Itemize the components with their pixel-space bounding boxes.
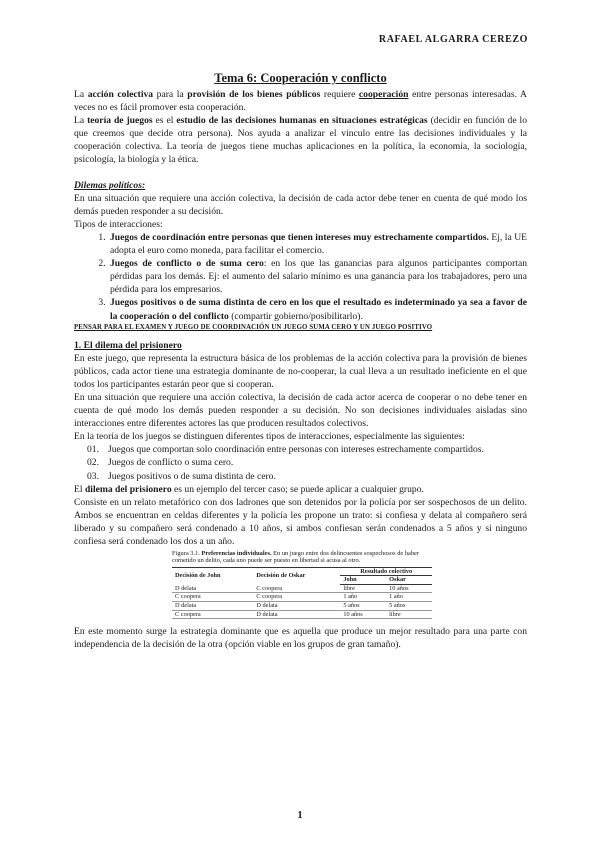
page-number: 1 [297,810,303,821]
term-bienes-publicos: provisión de los bienes públicos [187,89,321,100]
list-item: 2. Juegos de conflicto o de suma cero: en los que las ganancias para algunos participantes comportan pérdidas para los demás. Ej: el aumento del salario mínimo es una ganancia para los trabajadores, pero una pérdida para los empresarios. [108,257,527,296]
section-1-paragraph-4: El dilema del prisionero es un ejemplo del tercer caso; se puede aplicar a cualquier grupo. [74,483,424,495]
list-item: 01. Juegos que comportan solo coordinación entre personas con intereses estrechamente compartidos. [87,444,484,456]
table-header-john: John [340,576,386,585]
page-title: Tema 6: Cooperación y conflicto [214,71,387,85]
section-1-paragraph-1: En este juego, que representa la estructura básica de los problemas de la acción colectiva para la provisión de bienes públicos, cada actor tiene una estrategia dominante de no-cooperar, la cual lleva a un resultado ineficiente en el que todos los participantes estarán peor que si cooperan. [74,352,527,390]
table-header-oskar-decision: Decisión de Oskar [256,572,306,580]
game-types-list [74,443,527,482]
section-1-paragraph-6: En este momento surge la estrategia dominante que es aquella que produce un mejor resultado para una parte con independencia de la decisión de la otra (opción viable en los grupos de gran tamaño). [74,626,527,651]
table-row: C coopera D delata 10 años libre [172,610,432,619]
document-body [74,71,527,651]
term-accion-colectiva: acción colectiva [87,89,154,100]
section-1-paragraph-3: En la teoría de los juegos se distinguen diferentes tipos de interacciones, especialmente las siguientes: [74,431,465,443]
list-item: 3. Juegos positivos o de suma distinta de cero en los que el resultado es indeterminado ya sea a favor de la cooperación o del conflicto (compartir gobierno/posibilitarlo). [108,296,527,322]
figure-preferences-table [172,550,432,619]
dilemas-paragraph: En una situación que requiere una acción colectiva, la decisión de cada actor debe tener en cuenta de qué modo los demás pueden responder a su decisión. [74,192,527,217]
intro-paragraph-1: La acción colectiva para la provisión de los bienes públicos requiere cooperación entre personas interesadas. A veces no es fácil promover esta cooperación. [74,89,527,114]
term-cooperacion: cooperación [358,89,409,100]
page-header-author: RAFAEL ALGARRA CEREZO [378,34,528,45]
table-header-john-decision: Decisión de John [175,572,221,580]
payoff-table [172,567,432,620]
term-teoria-juegos: teoría de juegos [87,115,153,127]
section-1-heading: 1. El dilema del prisionero [74,339,182,351]
exam-note: PENSAR PARA EL EXAMEN Y JUEGO DE COORDINACIÓN UN JUEGO SUMA CERO Y UN JUEGO POSITIVO [74,323,433,331]
table-row: D delata D delata 5 años 5 años [172,602,432,611]
table-header-oskar: Oskar [386,576,432,585]
types-label: Tipos de interacciones: [74,218,163,230]
list-item: 03. Juegos positivos o de suma distinta de cero. [87,470,276,482]
table-row: D delata C coopera libre 10 años [172,584,432,593]
interaction-types-list [74,231,527,323]
intro-paragraph-2: La teoría de juegos es el estudio de las decisiones humanas en situaciones estratégicas (decidir en función de lo que creemos que decide otra persona). Nos ayuda a analizar el vínculo entre las decisiones individuales y la cooperación colectiva. La teoría de juegos tiene muchas aplicaciones en la política, la economía, la sociología, psicología, la biología y la ética. [74,115,528,166]
dilemas-heading: Dilemas políticos: [74,179,146,191]
term-dilema-prisionero: dilema del prisionero [84,483,172,495]
table-header-group: Resultado colectivo [340,567,432,576]
list-item: 1. Juegos de coordinación entre personas que tienen intereses muy estrechamente compartidos. Ej, la UE adopta el euro como moneda, para facilitar el comercio. [108,231,527,257]
figure-caption: Figura 3.1. Preferencias individuales. En un juego entre dos delincuentes sospechosos de haber cometido un delito, cada uno puede ser puesto en libertad si acusa al otro. [172,550,420,565]
section-1-paragraph-5: Consiste en un relato metafórico con dos ladrones que son detenidos por la policía por ser sospechosos de un delito. Ambos se encuentran en celdas diferentes y la policía les propone un trato: si confiesa y delata al compañero será liberado y su compañero será condenado a 10 años, si ambos confiesan serán condenados a 5 años y si ninguno confiesa será condenado los dos a un año. [74,496,527,547]
term-estudio-decisiones: estudio de las decisiones humanas en situaciones estratégicas [176,115,428,127]
table-row: C coopera C coopera 1 año 1 año [172,593,432,602]
section-1-paragraph-2: En una situación que requiere una acción colectiva, la decisión de cada actor acerca de cooperar o no debe tener en cuenta de qué modo los demás pueden responder a su decisión. No son decisiones individuales aisladas sino interacciones entre diferentes actores las que producen resultados colectivos. [74,391,527,430]
list-item: 02. Juegos de conflicto o suma cero. [87,457,234,469]
